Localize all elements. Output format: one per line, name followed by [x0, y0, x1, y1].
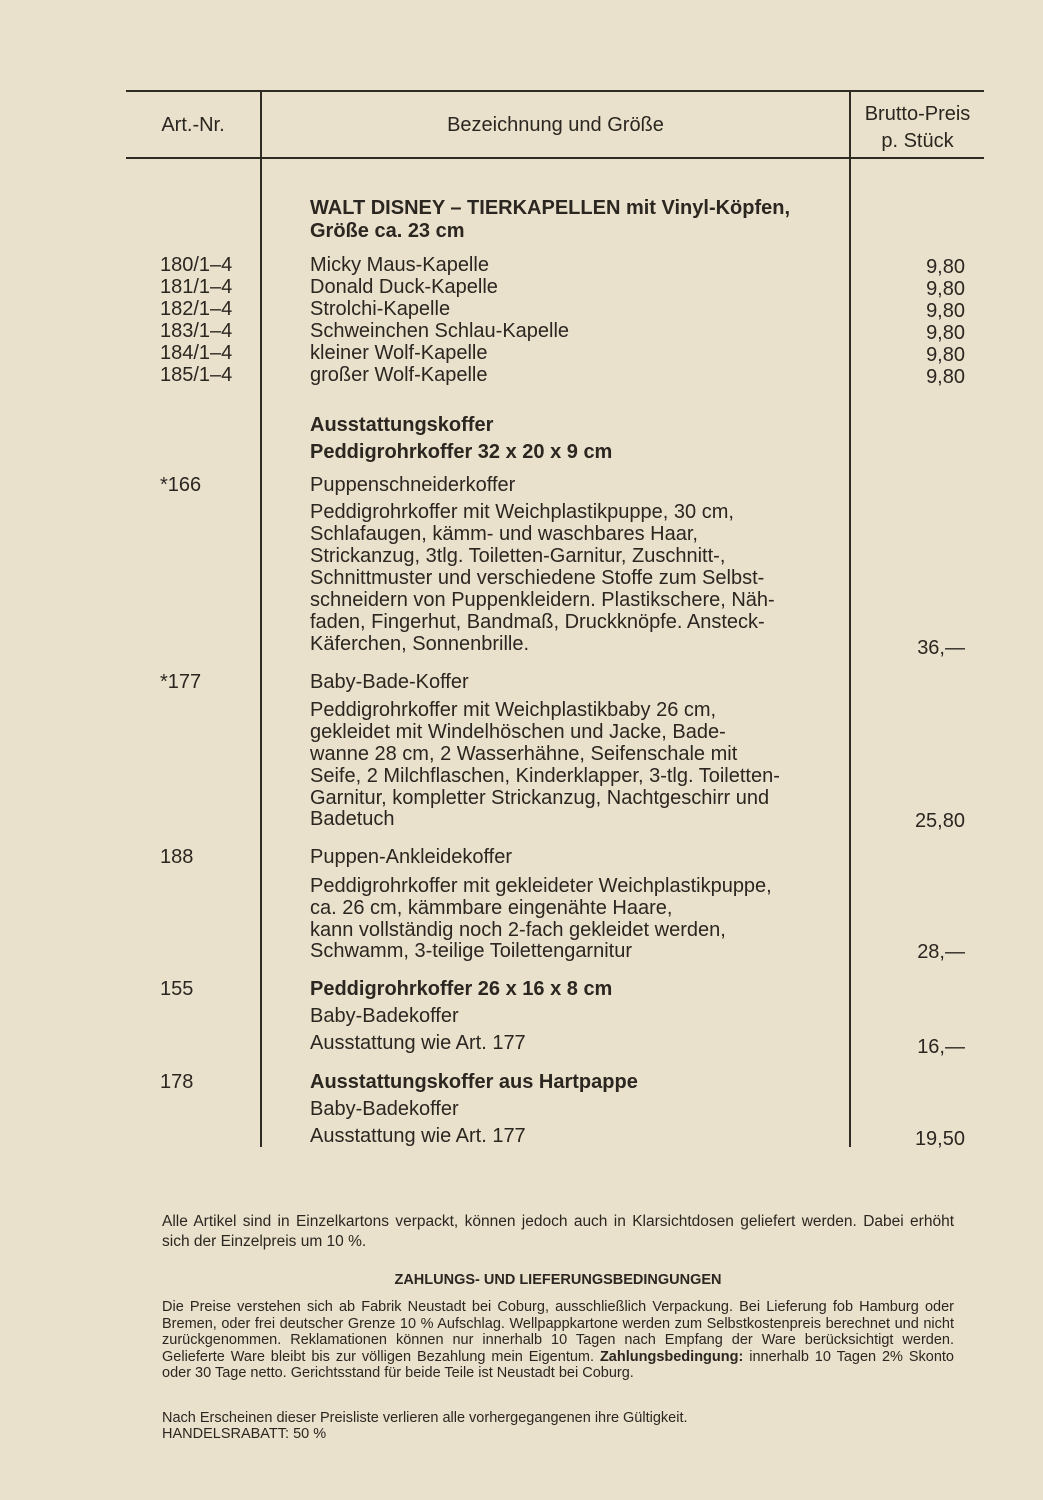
conditions-text: Die Preise verstehen sich ab Fabrik Neustadt bei Coburg, ausschließlich Verpackung. Bei Lieferung fob Hamburg oder Bremen, oder frei deutscher Grenze 10 % Aufschlag. Wellpappkartone werden zum Selbstkostenpreis berechnet und nicht zurückgenommen. Reklamationen können nur innerhalb 10 Tagen nach Empfang der Ware berücksichtigt werden. Gelieferte Ware bleibt bis zur völligen Bezahlung mein Eigentum. Zahlungsbedingung: innerhalb 10 Tagen 2% Skonto oder 30 Tage netto. Gerichtsstand für beide Teile ist Neustadt bei Coburg.: [162, 1299, 954, 1381]
article-detail-line: Strickanzug, 3tlg. Toiletten-Garnitur, Zuschnitt-,: [310, 545, 726, 567]
header-art-nr: Art.-Nr.: [161, 114, 225, 136]
article-detail-line: Schwamm, 3-teilige Toilettengarnitur: [310, 940, 633, 962]
article-price: 9,80: [926, 300, 965, 322]
article-name: Baby-Badekoffer: [310, 1005, 459, 1027]
article-number: 182/1–4: [160, 298, 233, 320]
article-number: 183/1–4: [160, 320, 233, 342]
column-divider-left: [260, 92, 262, 1147]
article-detail-line: wanne 28 cm, 2 Wasserhähne, Seifenschale mit: [310, 743, 738, 765]
table-top-rule: [126, 90, 984, 92]
article-name: Puppen-Ankleidekoffer: [310, 846, 512, 868]
payment-terms-label: Zahlungsbedingung:: [599, 1348, 744, 1365]
article-number: *177: [160, 671, 202, 693]
article-detail-line: kann vollständig noch 2-fach gekleidet werden,: [310, 919, 726, 941]
article-price: 16,—: [917, 1036, 965, 1058]
article-description: großer Wolf-Kapelle: [310, 364, 488, 386]
column-divider-right: [849, 92, 851, 1147]
section-title: Ausstattungskoffer: [310, 414, 494, 436]
section-title: Größe ca. 23 cm: [310, 220, 465, 242]
table-header-rule: [126, 157, 984, 159]
article-description: Strolchi-Kapelle: [310, 298, 451, 320]
article-number: 180/1–4: [160, 254, 233, 276]
article-price: 9,80: [926, 278, 965, 300]
packaging-note: Alle Artikel sind in Einzelkartons verpackt, können jedoch auch in Klarsichtdosen geliefert werden. Dabei erhöht sich der Einzelpreis um 10 %.: [162, 1213, 954, 1250]
article-detail-line: Peddigrohrkoffer mit gekleideter Weichplastikpuppe,: [310, 875, 772, 897]
article-price: 9,80: [926, 344, 965, 366]
article-number: *166: [160, 474, 202, 496]
article-name: Baby-Bade-Koffer: [310, 671, 469, 693]
article-detail-line: ca. 26 cm, kämmbare eingenähte Haare,: [310, 897, 673, 919]
article-number: 188: [160, 846, 194, 868]
article-number: 185/1–4: [160, 364, 233, 386]
article-description: kleiner Wolf-Kapelle: [310, 342, 488, 364]
validity-note: Nach Erscheinen dieser Preisliste verlieren alle vorhergegangenen ihre Gültigkeit.: [162, 1410, 688, 1426]
conditions-heading: ZAHLUNGS- UND LIEFERUNGSBEDINGUNGEN: [394, 1272, 722, 1288]
trade-discount: HANDELSRABATT: 50 %: [162, 1426, 327, 1442]
article-price: 9,80: [926, 366, 965, 388]
article-number: 181/1–4: [160, 276, 233, 298]
article-description: Donald Duck-Kapelle: [310, 276, 498, 298]
article-name: Puppenschneiderkoffer: [310, 474, 516, 496]
section-subtitle: Peddigrohrkoffer 32 x 20 x 9 cm: [310, 441, 613, 463]
article-number: 178: [160, 1071, 194, 1093]
article-price: 9,80: [926, 256, 965, 278]
article-description: Schweinchen Schlau-Kapelle: [310, 320, 570, 342]
article-detail-line: schneidern von Puppenkleidern. Plastikschere, Näh-: [310, 589, 775, 611]
article-description: Micky Maus-Kapelle: [310, 254, 489, 276]
article-price: 36,—: [917, 637, 965, 659]
article-detail-line: Peddigrohrkoffer mit Weichplastikbaby 26 cm,: [310, 699, 717, 721]
article-detail-line: faden, Fingerhut, Bandmaß, Druckknöpfe. Ansteck-: [310, 611, 765, 633]
article-group-title: Ausstattungskoffer aus Hartpappe: [310, 1071, 638, 1093]
article-detail-line: Käferchen, Sonnenbrille.: [310, 633, 530, 655]
article-price: 19,50: [914, 1128, 965, 1150]
article-group-title: Peddigrohrkoffer 26 x 16 x 8 cm: [310, 978, 613, 1000]
article-detail-line: Garnitur, kompletter Strickanzug, Nachtgeschirr und: [310, 787, 770, 809]
article-detail-line: Seife, 2 Milchflaschen, Kinderklapper, 3-tlg. Toiletten-: [310, 765, 780, 787]
article-number: 184/1–4: [160, 342, 233, 364]
article-detail-line: Badetuch: [310, 808, 395, 830]
article-price: 28,—: [917, 941, 965, 963]
article-number: 155: [160, 978, 194, 1000]
article-detail-line: Schlafaugen, kämm- und waschbares Haar,: [310, 523, 698, 545]
article-detail-line: Ausstattung wie Art. 177: [310, 1032, 526, 1054]
header-description: Bezeichnung und Größe: [447, 114, 664, 136]
article-price: 9,80: [926, 322, 965, 344]
article-detail-line: Schnittmuster und verschiedene Stoffe zum Selbst-: [310, 567, 765, 589]
article-detail-line: gekleidet mit Windelhöschen und Jacke, Bade-: [310, 721, 726, 743]
article-detail-line: Peddigrohrkoffer mit Weichplastikpuppe, 30 cm,: [310, 501, 734, 523]
article-detail-line: Ausstattung wie Art. 177: [310, 1125, 526, 1147]
header-price-line-1: Brutto-Preis: [864, 103, 971, 125]
header-price-line-2: p. Stück: [881, 130, 954, 152]
section-title: WALT DISNEY – TIERKAPELLEN mit Vinyl-Köpfen,: [310, 197, 791, 219]
article-price: 25,80: [914, 810, 965, 832]
article-name: Baby-Badekoffer: [310, 1098, 459, 1120]
